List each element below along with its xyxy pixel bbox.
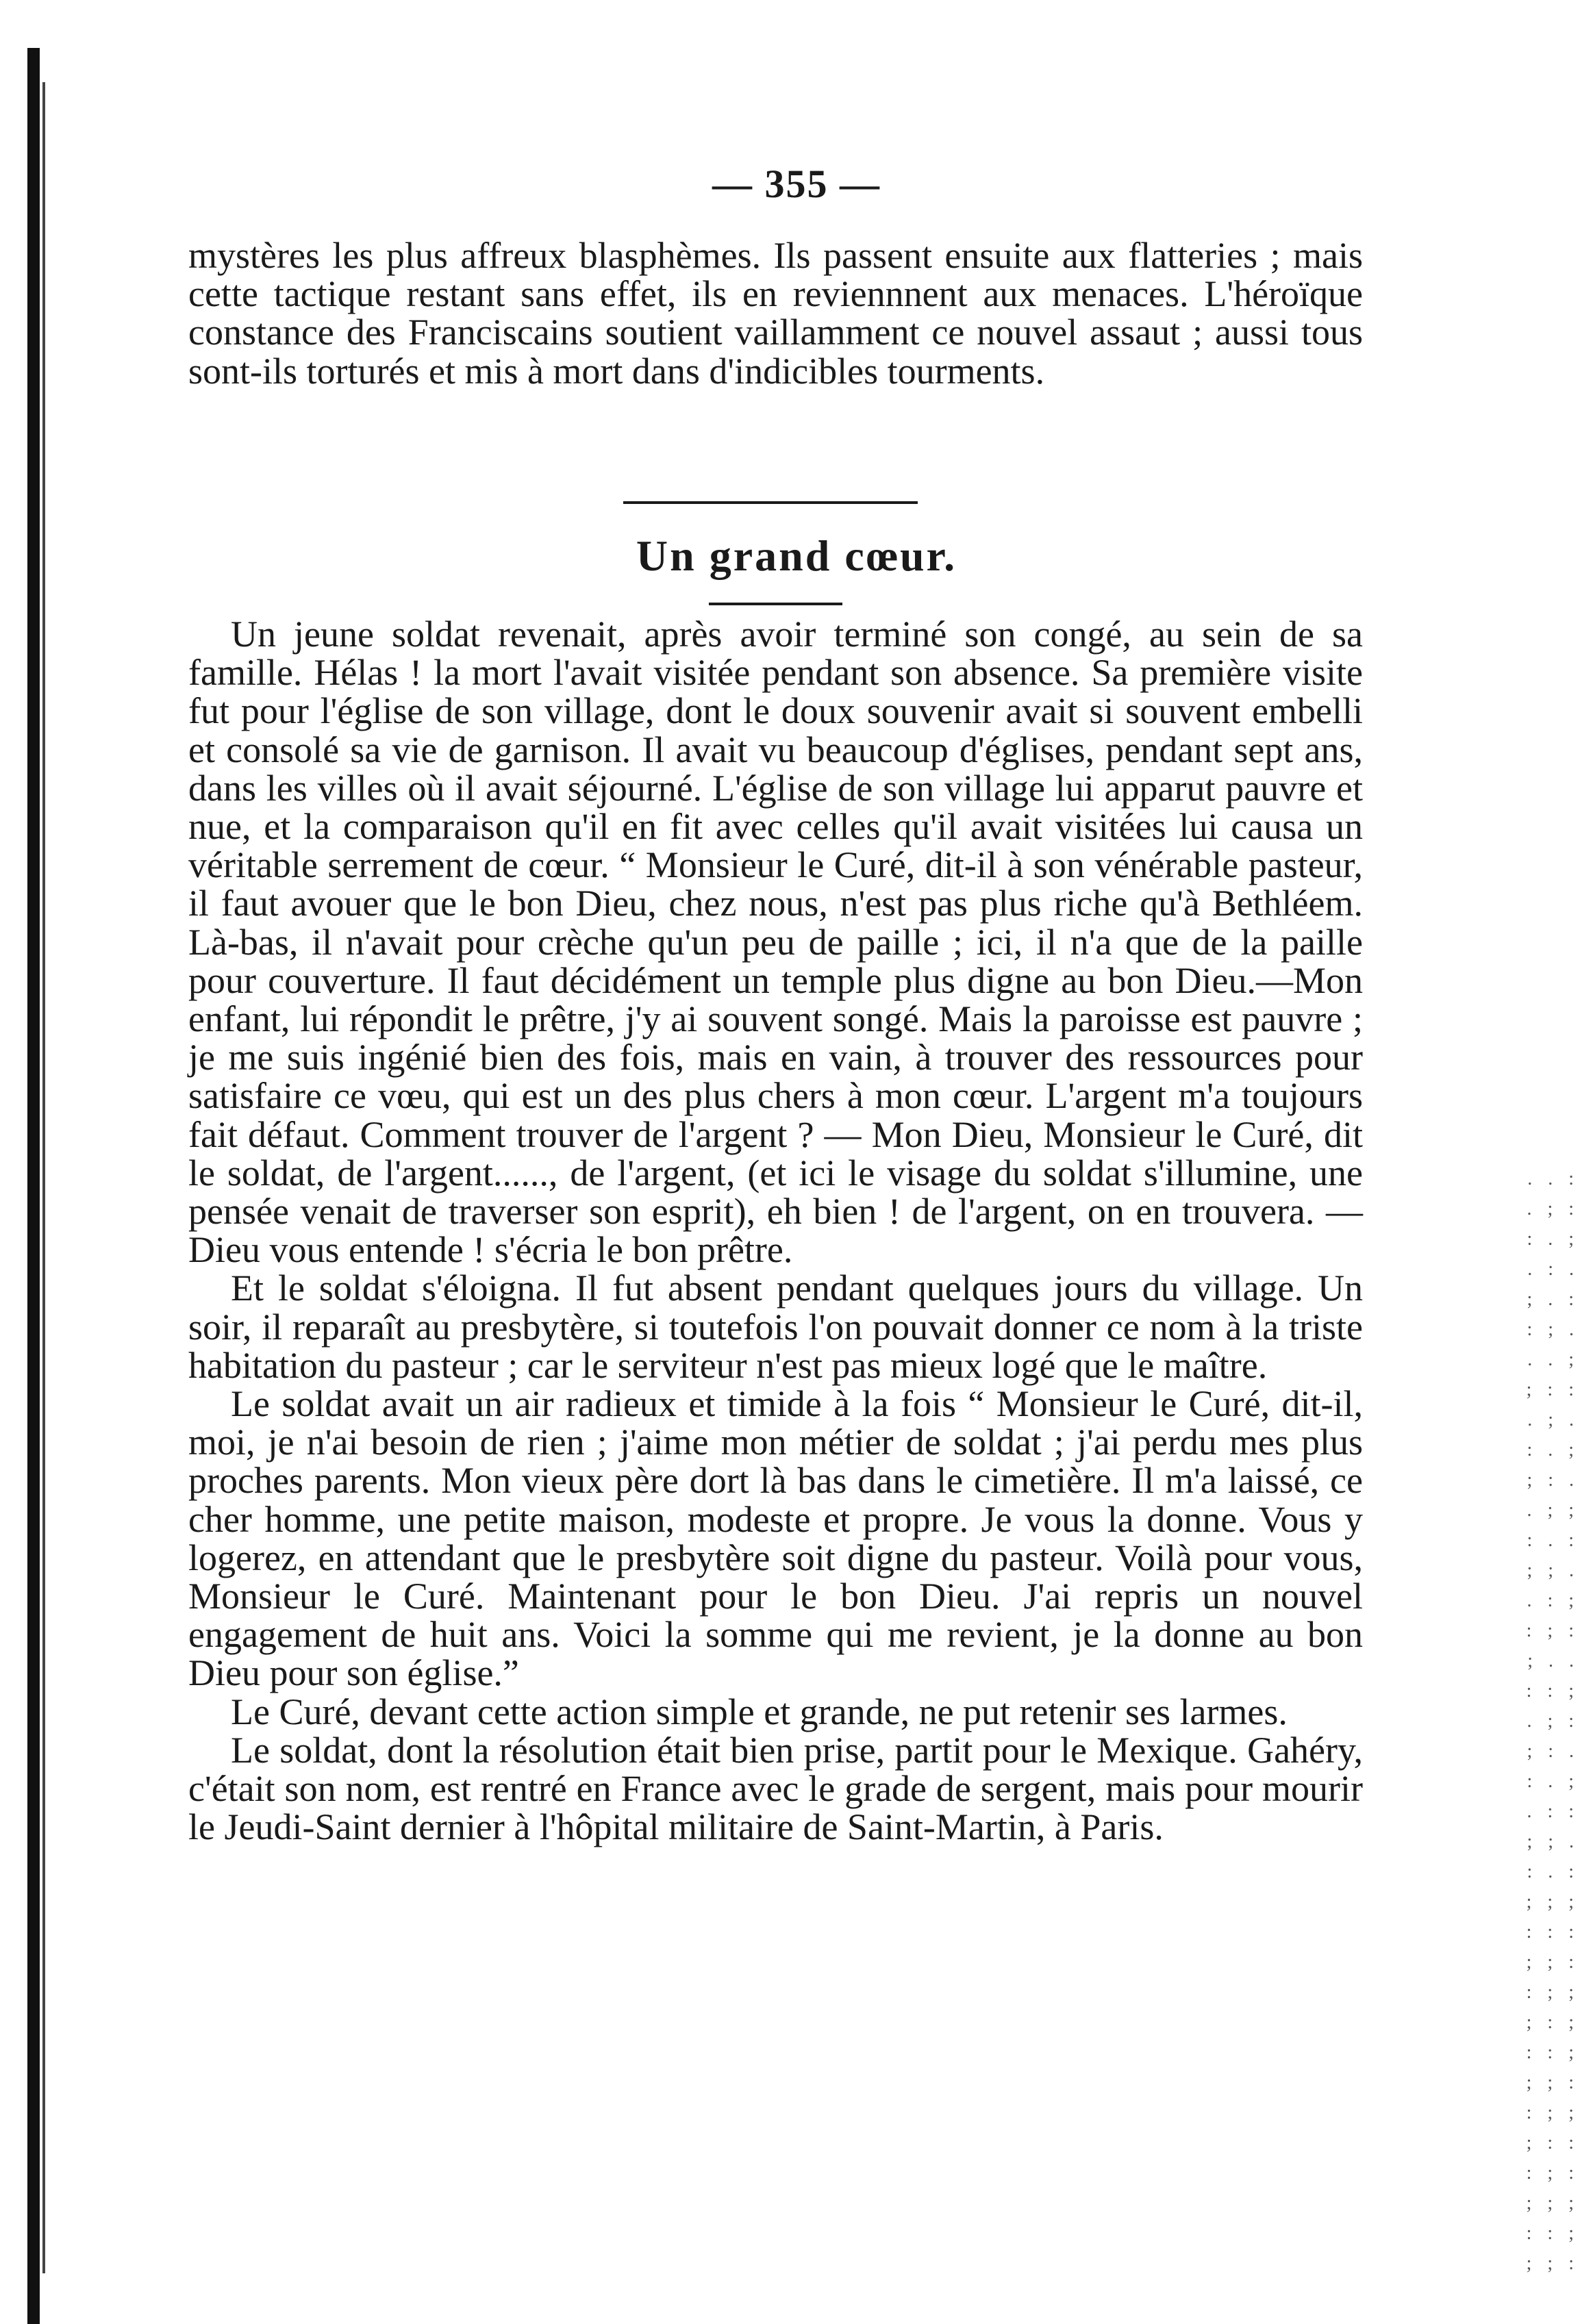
- paragraph: Et le soldat s'éloigna. Il fut absent pendant quelques jours du village. Un soir, il reparaît au presbytère, si toutefois l'on pouvait donner ce nom à la triste habitation du pasteur ; car le serviteur n'est pas mieux logé que le maître.: [188, 1267, 1363, 1386]
- paragraph: Le soldat avait un air radieux et timide à la fois “ Monsieur le Curé, dit-il, moi, je n'ai besoin de rien ; j'aime mon métier de soldat ; j'ai perdu mes plus proches parents. Mon vieux père dort là bas dans le cimetière. Il m'a laissé, ce cher homme, une petite maison, modeste et propre. Je vous la donne. Vous y logerez, en attendant que le presbytère soit digne du pasteur. Voilà pour vous, Monsieur le Curé. Maintenant pour le bon Dieu. J'ai repris un nouvel engagement de huit ans. Voici la somme qui me revient, je la donne au bon Dieu pour son église.”: [188, 1383, 1363, 1694]
- continuation-text: [188, 236, 1363, 390]
- paragraph: Le Curé, devant cette action simple et grande, ne put retenir ses larmes.: [231, 1691, 1288, 1732]
- paragraph: Un jeune soldat revenait, après avoir terminé son congé, au sein de sa famille. Hélas ! la mort l'avait visitée pendant son absence. Sa première visite fut pour l'église de son village, dont le doux souvenir avait si souvent embelli et consolé sa vie de garnison. Il avait vu beaucoup d'églises, pendant sept ans, dans les villes où il avait séjourné. L'église de son village lui apparut pauvre et nue, et la comparaison qu'il en fit avec celles qu'il avait visitées lui causa un véritable serrement de cœur. “ Monsieur le Curé, dit-il à son vénérable pasteur, il faut avouer que le bon Dieu, chez nous, n'est pas plus riche qu'à Bethléem. Là-bas, il n'avait pour crèche qu'un peu de paille ; ici, il n'a que de la paille pour couverture. Il faut décidément un temple plus digne au bon Dieu.—Mon enfant, lui répondit le prêtre, j'y ai souvent songé. Mais la paroisse est pauvre ; je me suis ingénié bien des fois, mais en vain, à trouver des ressources pour satisfaire ce vœu, qui est un des plus chers à mon cœur. L'argent m'a toujours fait défaut. Comment trouver de l'argent ? — Mon Dieu, Monsieur le Curé, dit le soldat, de l'argent......, de l'argent, (et ici le visage du soldat s'illumine, une pensée venait de traverser son esprit), eh bien ! de l'argent, on en trouvera. — Dieu vous entende ! s'écria le bon prêtre.: [188, 614, 1363, 1271]
- continuation-paragraph: mystères les plus affreux blasphèmes. Ils passent ensuite aux flatteries ; mais cette tactique restant sans effet, ils en reviennnent aux menaces. L'héroïque constance des Franciscains soutient vaillamment ce nouvel assaut ; aussi tous sont-ils torturés et mis à mort dans d'indicibles tourments.: [188, 235, 1363, 392]
- margin-marks: . . : . ; : : . ; . : . ; . : : ; . . . ; ; : : . ; . : . ; ; : . . ; ; : . : ; ; . . : ; : ; : ; . . : : ; . ; : ; : . : . ; . : : ; ; . : . : ; ; ; : : : ; ; : : ; ; ; : ; : : ; ; ; : : ; ; ; : : : ; : ; ; ; : : ; ; ; :: [1526, 1168, 1579, 2274]
- section-title: Un grand cœur.: [636, 531, 957, 580]
- page-number: — 355 —: [712, 162, 881, 206]
- section-body: [188, 615, 1363, 1847]
- binding-edge-line: [42, 82, 45, 2273]
- section-divider-bottom: [709, 603, 842, 605]
- paragraph: Le soldat, dont la résolution était bien prise, partit pour le Mexique. Gahéry, c'était son nom, est rentré en France avec le grade de sergent, mais pour mourir le Jeudi-Saint dernier à l'hôpital militaire de Saint-Martin, à Paris.: [188, 1729, 1363, 1848]
- section-divider-top: [623, 501, 918, 504]
- binding-edge-shadow: [27, 48, 40, 2324]
